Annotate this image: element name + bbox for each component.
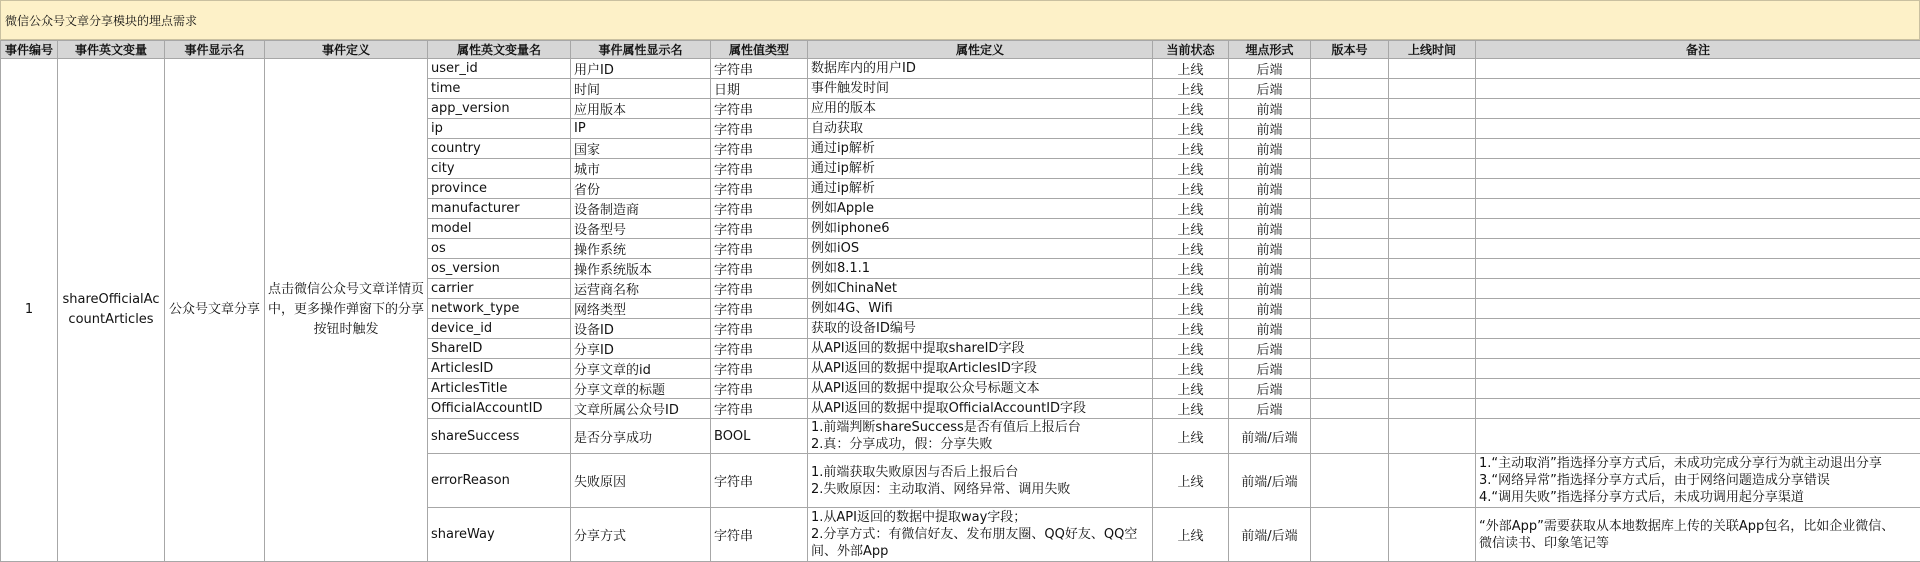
- status-cell[interactable]: 上线: [1153, 508, 1229, 562]
- note-cell-line: 1.“主动取消”指选择分享方式后，未成功完成分享行为就主动退出分享: [1479, 455, 1917, 472]
- release-time-cell[interactable]: [1389, 279, 1476, 299]
- column-header[interactable]: 事件编号: [1, 41, 58, 59]
- event-var-cell[interactable]: shareOfficialAccountArticles: [58, 59, 165, 562]
- property-var-cell[interactable]: country: [428, 139, 571, 159]
- property-name-cell[interactable]: 设备ID: [571, 319, 711, 339]
- property-definition-cell-line: 2.分享方式：有微信好友、发布朋友圈、QQ好友、QQ空: [811, 526, 1149, 543]
- value-type-cell[interactable]: 字符串: [711, 359, 808, 379]
- release-time-cell[interactable]: [1389, 59, 1476, 79]
- property-definition-cell[interactable]: [808, 79, 1153, 99]
- tracking-form-cell[interactable]: 前端: [1229, 279, 1311, 299]
- property-definition-cell-line: 应用的版本: [811, 100, 1149, 117]
- property-definition-cell-line: 例如4G、Wifi: [811, 300, 1149, 317]
- version-cell[interactable]: [1311, 79, 1389, 99]
- property-definition-cell[interactable]: [808, 119, 1153, 139]
- column-header[interactable]: 事件英文变量: [58, 41, 165, 59]
- version-cell[interactable]: [1311, 199, 1389, 219]
- property-definition-cell[interactable]: [808, 179, 1153, 199]
- property-definition-cell[interactable]: [808, 139, 1153, 159]
- note-cell[interactable]: [1476, 219, 1920, 239]
- tracking-form-cell[interactable]: 前端: [1229, 299, 1311, 319]
- property-var-cell[interactable]: network_type: [428, 299, 571, 319]
- release-time-cell[interactable]: [1389, 159, 1476, 179]
- property-definition-cell-line: 通过ip解析: [811, 140, 1149, 157]
- property-definition-cell-line: 1.从API返回的数据中提取way字段；: [811, 509, 1149, 526]
- release-time-cell[interactable]: [1389, 139, 1476, 159]
- release-time-cell[interactable]: [1389, 359, 1476, 379]
- release-time-cell[interactable]: [1389, 179, 1476, 199]
- note-cell[interactable]: [1476, 239, 1920, 259]
- value-type-cell[interactable]: BOOL: [711, 419, 808, 454]
- version-cell[interactable]: [1311, 399, 1389, 419]
- property-definition-cell-line: 例如iphone6: [811, 220, 1149, 237]
- status-cell[interactable]: 上线: [1153, 379, 1229, 399]
- release-time-cell[interactable]: [1389, 299, 1476, 319]
- version-cell[interactable]: [1311, 508, 1389, 562]
- property-definition-cell-line: 从API返回的数据中提取OfficialAccountID字段: [811, 400, 1149, 417]
- tracking-form-cell[interactable]: 后端: [1229, 59, 1311, 79]
- property-name-cell[interactable]: 分享ID: [571, 339, 711, 359]
- release-time-cell[interactable]: [1389, 79, 1476, 99]
- property-definition-cell[interactable]: [808, 319, 1153, 339]
- property-definition-cell[interactable]: [808, 454, 1153, 508]
- value-type-cell[interactable]: 字符串: [711, 159, 808, 179]
- property-definition-cell-line: 从API返回的数据中提取shareID字段: [811, 340, 1149, 357]
- status-cell[interactable]: 上线: [1153, 359, 1229, 379]
- property-definition-cell[interactable]: [808, 59, 1153, 79]
- property-name-cell[interactable]: 城市: [571, 159, 711, 179]
- property-var-cell[interactable]: device_id: [428, 319, 571, 339]
- version-cell[interactable]: [1311, 379, 1389, 399]
- value-type-cell[interactable]: 字符串: [711, 59, 808, 79]
- property-var-cell[interactable]: ArticlesID: [428, 359, 571, 379]
- value-type-cell[interactable]: 字符串: [711, 508, 808, 562]
- tracking-form-cell[interactable]: 前端: [1229, 219, 1311, 239]
- property-var-cell[interactable]: time: [428, 79, 571, 99]
- property-definition-cell[interactable]: [808, 239, 1153, 259]
- version-cell[interactable]: [1311, 419, 1389, 454]
- status-cell[interactable]: 上线: [1153, 319, 1229, 339]
- property-name-cell[interactable]: 国家: [571, 139, 711, 159]
- value-type-cell[interactable]: 字符串: [711, 399, 808, 419]
- status-cell[interactable]: 上线: [1153, 59, 1229, 79]
- tracking-form-cell[interactable]: 前端: [1229, 199, 1311, 219]
- status-cell[interactable]: 上线: [1153, 99, 1229, 119]
- note-cell[interactable]: [1476, 339, 1920, 359]
- header-row: [1, 41, 1920, 59]
- status-cell[interactable]: 上线: [1153, 239, 1229, 259]
- tracking-form-cell[interactable]: 后端: [1229, 79, 1311, 99]
- release-time-cell[interactable]: [1389, 99, 1476, 119]
- status-cell[interactable]: 上线: [1153, 79, 1229, 99]
- tracking-form-cell[interactable]: 前端/后端: [1229, 508, 1311, 562]
- tracking-form-cell[interactable]: 前端: [1229, 319, 1311, 339]
- property-definition-cell-line: 通过ip解析: [811, 180, 1149, 197]
- value-type-cell[interactable]: 字符串: [711, 119, 808, 139]
- release-time-cell[interactable]: [1389, 259, 1476, 279]
- property-var-cell[interactable]: carrier: [428, 279, 571, 299]
- property-definition-cell-line: 例如8.1.1: [811, 260, 1149, 277]
- tracking-form-cell[interactable]: 前端: [1229, 179, 1311, 199]
- release-time-cell[interactable]: [1389, 419, 1476, 454]
- tracking-form-cell[interactable]: 后端: [1229, 339, 1311, 359]
- property-var-cell[interactable]: os_version: [428, 259, 571, 279]
- tracking-form-cell[interactable]: 前端: [1229, 139, 1311, 159]
- note-cell[interactable]: [1476, 179, 1920, 199]
- column-header[interactable]: 上线时间: [1389, 41, 1476, 59]
- note-cell[interactable]: [1476, 379, 1920, 399]
- note-cell-line: 4.“调用失败”指选择分享方式后，未成功调用起分享渠道: [1479, 489, 1917, 506]
- property-var-cell[interactable]: ArticlesTitle: [428, 379, 571, 399]
- property-definition-cell-line: 数据库内的用户ID: [811, 60, 1149, 77]
- status-cell[interactable]: 上线: [1153, 219, 1229, 239]
- property-definition-cell-line: 2.真：分享成功，假：分享失败: [811, 436, 1149, 453]
- tracking-requirements-table: [0, 40, 1920, 562]
- note-cell-line: “外部App”需要获取从本地数据库上传的关联App包名，比如企业微信、: [1479, 518, 1917, 535]
- property-definition-cell-line: 获取的设备ID编号: [811, 320, 1149, 337]
- release-time-cell[interactable]: [1389, 379, 1476, 399]
- property-definition-cell[interactable]: [808, 279, 1153, 299]
- status-cell[interactable]: 上线: [1153, 454, 1229, 508]
- property-definition-cell[interactable]: [808, 339, 1153, 359]
- note-cell[interactable]: [1476, 454, 1920, 508]
- property-definition-cell-line: 例如ChinaNet: [811, 280, 1149, 297]
- status-cell[interactable]: 上线: [1153, 139, 1229, 159]
- version-cell[interactable]: [1311, 339, 1389, 359]
- version-cell[interactable]: [1311, 454, 1389, 508]
- note-cell[interactable]: [1476, 259, 1920, 279]
- event-id-cell[interactable]: 1: [1, 59, 58, 562]
- property-var-cell[interactable]: app_version: [428, 99, 571, 119]
- value-type-cell[interactable]: 字符串: [711, 259, 808, 279]
- value-type-cell[interactable]: 字符串: [711, 319, 808, 339]
- event-definition-cell[interactable]: 点击微信公众号文章详情页中，更多操作弹窗下的分享按钮时触发: [265, 59, 428, 562]
- version-cell[interactable]: [1311, 139, 1389, 159]
- property-definition-cell[interactable]: [808, 99, 1153, 119]
- property-definition-cell-line: 事件触发时间: [811, 80, 1149, 97]
- note-cell[interactable]: [1476, 279, 1920, 299]
- property-var-cell[interactable]: os: [428, 239, 571, 259]
- release-time-cell[interactable]: [1389, 508, 1476, 562]
- tracking-form-cell[interactable]: 前端: [1229, 159, 1311, 179]
- value-type-cell[interactable]: 字符串: [711, 279, 808, 299]
- release-time-cell[interactable]: [1389, 219, 1476, 239]
- property-name-cell[interactable]: 操作系统: [571, 239, 711, 259]
- property-definition-cell[interactable]: [808, 219, 1153, 239]
- version-cell[interactable]: [1311, 99, 1389, 119]
- status-cell[interactable]: 上线: [1153, 399, 1229, 419]
- version-cell[interactable]: [1311, 259, 1389, 279]
- version-cell[interactable]: [1311, 319, 1389, 339]
- release-time-cell[interactable]: [1389, 119, 1476, 139]
- version-cell[interactable]: [1311, 159, 1389, 179]
- note-cell[interactable]: [1476, 59, 1920, 79]
- property-var-cell[interactable]: ip: [428, 119, 571, 139]
- property-definition-cell[interactable]: [808, 379, 1153, 399]
- tracking-form-cell[interactable]: 前端/后端: [1229, 454, 1311, 508]
- tracking-form-cell[interactable]: 后端: [1229, 379, 1311, 399]
- version-cell[interactable]: [1311, 219, 1389, 239]
- property-name-cell[interactable]: 设备型号: [571, 219, 711, 239]
- property-name-cell[interactable]: IP: [571, 119, 711, 139]
- property-name-cell[interactable]: 操作系统版本: [571, 259, 711, 279]
- column-header[interactable]: 属性英文变量名: [428, 41, 571, 59]
- property-name-cell[interactable]: 省份: [571, 179, 711, 199]
- property-name-cell[interactable]: 是否分享成功: [571, 419, 711, 454]
- property-var-cell[interactable]: model: [428, 219, 571, 239]
- property-name-cell[interactable]: 时间: [571, 79, 711, 99]
- property-name-cell[interactable]: 分享文章的标题: [571, 379, 711, 399]
- property-var-cell[interactable]: OfficialAccountID: [428, 399, 571, 419]
- note-cell[interactable]: [1476, 399, 1920, 419]
- property-name-cell[interactable]: 分享文章的id: [571, 359, 711, 379]
- status-cell[interactable]: 上线: [1153, 179, 1229, 199]
- note-cell[interactable]: [1476, 139, 1920, 159]
- status-cell[interactable]: 上线: [1153, 419, 1229, 454]
- property-var-cell[interactable]: city: [428, 159, 571, 179]
- note-cell[interactable]: [1476, 508, 1920, 562]
- property-definition-cell[interactable]: [808, 159, 1153, 179]
- property-definition-cell[interactable]: [808, 359, 1153, 379]
- property-definition-cell-line: 例如iOS: [811, 240, 1149, 257]
- column-header[interactable]: 事件定义: [265, 41, 428, 59]
- value-type-cell[interactable]: 字符串: [711, 379, 808, 399]
- value-type-cell[interactable]: 字符串: [711, 299, 808, 319]
- tracking-form-cell[interactable]: 后端: [1229, 399, 1311, 419]
- note-cell[interactable]: [1476, 299, 1920, 319]
- value-type-cell[interactable]: 字符串: [711, 179, 808, 199]
- property-var-cell[interactable]: ShareID: [428, 339, 571, 359]
- column-header[interactable]: 属性值类型: [711, 41, 808, 59]
- property-var-cell[interactable]: user_id: [428, 59, 571, 79]
- property-definition-cell-line: 1.前端获取失败原因与否后上报后台: [811, 464, 1149, 481]
- note-cell[interactable]: [1476, 419, 1920, 454]
- property-definition-cell-line: 从API返回的数据中提取ArticlesID字段: [811, 360, 1149, 377]
- value-type-cell[interactable]: 字符串: [711, 139, 808, 159]
- property-definition-cell-line: 2.失败原因：主动取消、网络异常、调用失败: [811, 481, 1149, 498]
- value-type-cell[interactable]: 字符串: [711, 239, 808, 259]
- note-cell[interactable]: [1476, 199, 1920, 219]
- status-cell[interactable]: 上线: [1153, 279, 1229, 299]
- column-header[interactable]: 版本号: [1311, 41, 1389, 59]
- version-cell[interactable]: [1311, 359, 1389, 379]
- status-cell[interactable]: 上线: [1153, 159, 1229, 179]
- status-cell[interactable]: 上线: [1153, 199, 1229, 219]
- property-var-cell[interactable]: shareSuccess: [428, 419, 571, 454]
- table-row: [1, 59, 1920, 79]
- tracking-form-cell[interactable]: 前端: [1229, 259, 1311, 279]
- property-definition-cell-line: 1.前端判断shareSuccess是否有值后上报后台: [811, 419, 1149, 436]
- property-definition-cell[interactable]: [808, 419, 1153, 454]
- tracking-form-cell[interactable]: 前端: [1229, 99, 1311, 119]
- property-definition-cell-line: 例如Apple: [811, 200, 1149, 217]
- release-time-cell[interactable]: [1389, 454, 1476, 508]
- note-cell[interactable]: [1476, 99, 1920, 119]
- property-name-cell[interactable]: 设备制造商: [571, 199, 711, 219]
- version-cell[interactable]: [1311, 59, 1389, 79]
- note-cell-line: 3.“网络异常”指选择分享方式后，由于网络问题造成分享错误: [1479, 472, 1917, 489]
- tracking-form-cell[interactable]: 前端: [1229, 239, 1311, 259]
- release-time-cell[interactable]: [1389, 199, 1476, 219]
- column-header[interactable]: 备注: [1476, 41, 1920, 59]
- property-definition-cell-line: 从API返回的数据中提取公众号标题文本: [811, 380, 1149, 397]
- release-time-cell[interactable]: [1389, 339, 1476, 359]
- version-cell[interactable]: [1311, 299, 1389, 319]
- release-time-cell[interactable]: [1389, 239, 1476, 259]
- property-definition-cell-line: 通过ip解析: [811, 160, 1149, 177]
- release-time-cell[interactable]: [1389, 399, 1476, 419]
- value-type-cell[interactable]: 字符串: [711, 199, 808, 219]
- property-name-cell[interactable]: 分享方式: [571, 508, 711, 562]
- property-name-cell[interactable]: 用户ID: [571, 59, 711, 79]
- table-body: [1, 59, 1920, 562]
- status-cell[interactable]: 上线: [1153, 259, 1229, 279]
- property-name-cell[interactable]: 网络类型: [571, 299, 711, 319]
- tracking-form-cell[interactable]: 前端: [1229, 119, 1311, 139]
- property-var-cell[interactable]: province: [428, 179, 571, 199]
- column-header[interactable]: 事件属性显示名: [571, 41, 711, 59]
- sheet-title: 微信公众号文章分享模块的埋点需求: [0, 0, 1920, 40]
- property-var-cell[interactable]: errorReason: [428, 454, 571, 508]
- value-type-cell[interactable]: 日期: [711, 79, 808, 99]
- property-definition-cell[interactable]: [808, 399, 1153, 419]
- version-cell[interactable]: [1311, 119, 1389, 139]
- event-name-cell[interactable]: 公众号文章分享: [165, 59, 265, 562]
- property-definition-cell[interactable]: [808, 199, 1153, 219]
- note-cell[interactable]: [1476, 119, 1920, 139]
- status-cell[interactable]: 上线: [1153, 299, 1229, 319]
- release-time-cell[interactable]: [1389, 319, 1476, 339]
- property-definition-cell-line: 间、外部App: [811, 543, 1149, 560]
- property-definition-cell[interactable]: [808, 508, 1153, 562]
- property-definition-cell[interactable]: [808, 259, 1153, 279]
- value-type-cell[interactable]: 字符串: [711, 219, 808, 239]
- property-name-cell[interactable]: 运营商名称: [571, 279, 711, 299]
- column-header[interactable]: 当前状态: [1153, 41, 1229, 59]
- tracking-form-cell[interactable]: 后端: [1229, 359, 1311, 379]
- status-cell[interactable]: 上线: [1153, 339, 1229, 359]
- column-header[interactable]: 属性定义: [808, 41, 1153, 59]
- version-cell[interactable]: [1311, 279, 1389, 299]
- property-definition-cell[interactable]: [808, 299, 1153, 319]
- value-type-cell[interactable]: 字符串: [711, 339, 808, 359]
- property-name-cell[interactable]: 应用版本: [571, 99, 711, 119]
- property-var-cell[interactable]: manufacturer: [428, 199, 571, 219]
- value-type-cell[interactable]: 字符串: [711, 454, 808, 508]
- note-cell[interactable]: [1476, 79, 1920, 99]
- property-name-cell[interactable]: 失败原因: [571, 454, 711, 508]
- property-definition-cell-line: 自动获取: [811, 120, 1149, 137]
- version-cell[interactable]: [1311, 179, 1389, 199]
- property-name-cell[interactable]: 文章所属公众号ID: [571, 399, 711, 419]
- column-header[interactable]: 埋点形式: [1229, 41, 1311, 59]
- note-cell[interactable]: [1476, 319, 1920, 339]
- status-cell[interactable]: 上线: [1153, 119, 1229, 139]
- property-var-cell[interactable]: shareWay: [428, 508, 571, 562]
- value-type-cell[interactable]: 字符串: [711, 99, 808, 119]
- note-cell[interactable]: [1476, 159, 1920, 179]
- note-cell[interactable]: [1476, 359, 1920, 379]
- note-cell-line: 微信读书、印象笔记等: [1479, 535, 1917, 552]
- column-header[interactable]: 事件显示名: [165, 41, 265, 59]
- tracking-form-cell[interactable]: 前端/后端: [1229, 419, 1311, 454]
- version-cell[interactable]: [1311, 239, 1389, 259]
